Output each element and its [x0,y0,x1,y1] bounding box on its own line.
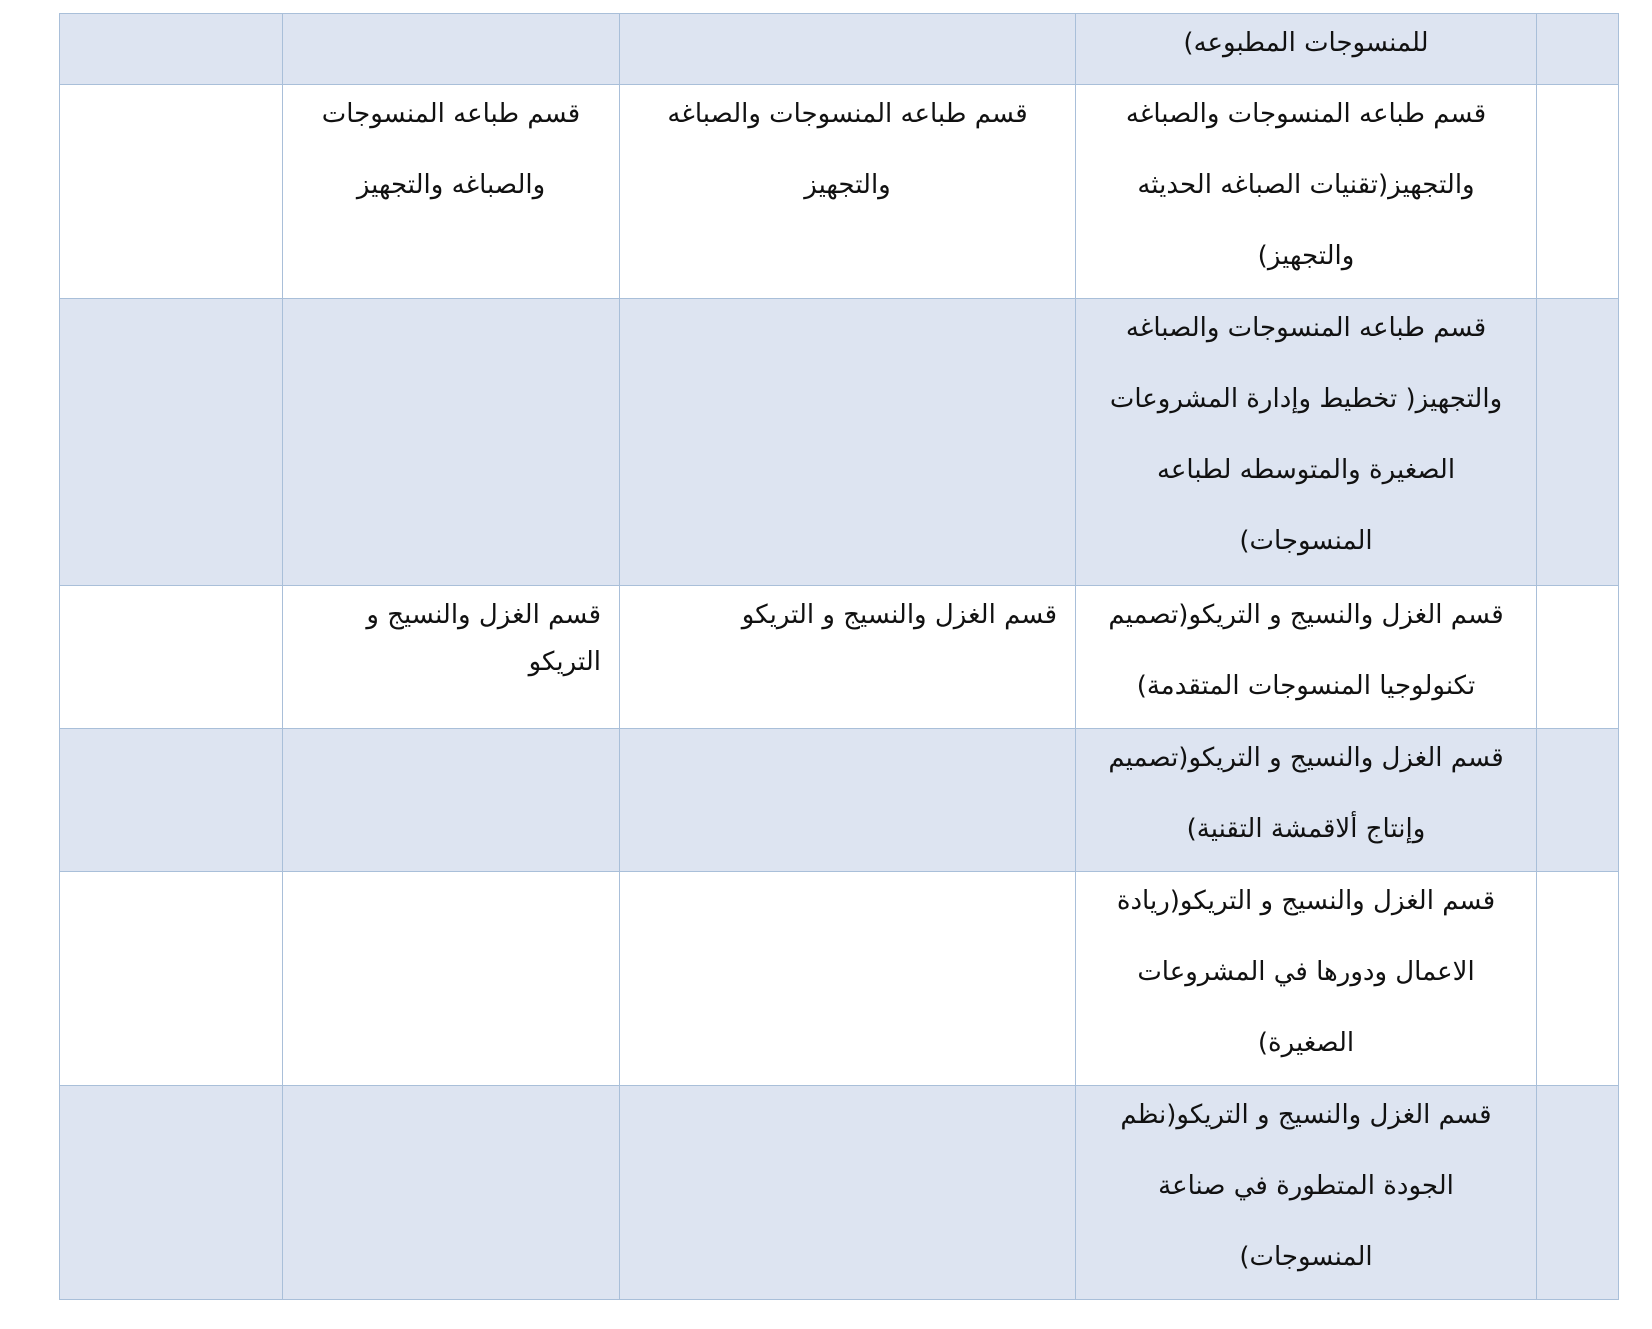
table-cell-index [1537,85,1619,299]
table-cell-col5 [60,85,283,299]
table-cell-col3 [620,1086,1076,1300]
table-cell-col3 [620,85,1076,299]
table-cell-index [1537,1086,1619,1300]
cell-text: قسم الغزل والنسيج و التريكو(تصميم وإنتاج ألاقمشة التقنية) [1108,743,1504,844]
table-cell-department [1076,85,1537,299]
table-cell-department [1076,299,1537,586]
table-row [60,1086,1619,1300]
cell-text: قسم طباعه المنسوجات والصباغه والتجهيز [667,99,1028,200]
table-cell-index [1537,299,1619,586]
table-cell-col3 [620,729,1076,872]
table-cell-index [1537,729,1619,872]
table-row [60,586,1619,729]
cell-text: قسم الغزل والنسيج و التريكو(ريادة الاعمال ودورها في المشروعات الصغيرة) [1116,886,1496,1058]
table-cell-col4 [283,299,620,586]
table-cell-col4 [283,872,620,1086]
table-cell-col5 [60,14,283,85]
table-row [60,14,1619,85]
table-cell-col5 [60,299,283,586]
cell-text: قسم طباعه المنسوجات والصباغه والتجهيز( تخطيط وإدارة المشروعات الصغيرة والمتوسطه لطباعه المنسوجات) [1109,313,1503,556]
table-cell-col5 [60,729,283,872]
cell-text: قسم الغزل والنسيج و التريكو(نظم الجودة المتطورة في صناعة المنسوجات) [1120,1100,1492,1272]
table-cell-col3 [620,14,1076,85]
table-cell-col4 [283,586,620,729]
table-cell-index [1537,586,1619,729]
table-cell-col4 [283,14,620,85]
table-cell-col5 [60,872,283,1086]
table-row [60,729,1619,872]
cell-text: قسم طباعه المنسوجات والصباغه والتجهيز [321,99,581,200]
table-container [59,13,1618,1300]
table-row [60,85,1619,299]
cell-text: قسم الغزل والنسيج و التريكو [741,600,1057,630]
table-cell-col5 [60,586,283,729]
table-row [60,299,1619,586]
table-cell-department [1076,14,1537,85]
cell-text: قسم الغزل والنسيج و التريكو [366,600,601,677]
cell-text: للمنسوجات المطبوعه) [1183,28,1429,58]
cell-text: قسم طباعه المنسوجات والصباغه والتجهيز(تقنيات الصباغه الحديثه والتجهيز) [1125,99,1487,271]
table-row [60,872,1619,1086]
table-cell-department [1076,872,1537,1086]
departments-table [59,13,1619,1300]
table-cell-col4 [283,1086,620,1300]
table-cell-department [1076,1086,1537,1300]
table-cell-col3 [620,872,1076,1086]
table-cell-department [1076,729,1537,872]
table-cell-col4 [283,729,620,872]
cell-text: قسم الغزل والنسيج و التريكو(تصميم تكنولوجيا المنسوجات المتقدمة) [1108,600,1504,701]
table-cell-index [1537,872,1619,1086]
table-cell-department [1076,586,1537,729]
table-cell-index [1537,14,1619,85]
table-cell-col3 [620,299,1076,586]
table-cell-col5 [60,1086,283,1300]
table-cell-col4 [283,85,620,299]
table-cell-col3 [620,586,1076,729]
